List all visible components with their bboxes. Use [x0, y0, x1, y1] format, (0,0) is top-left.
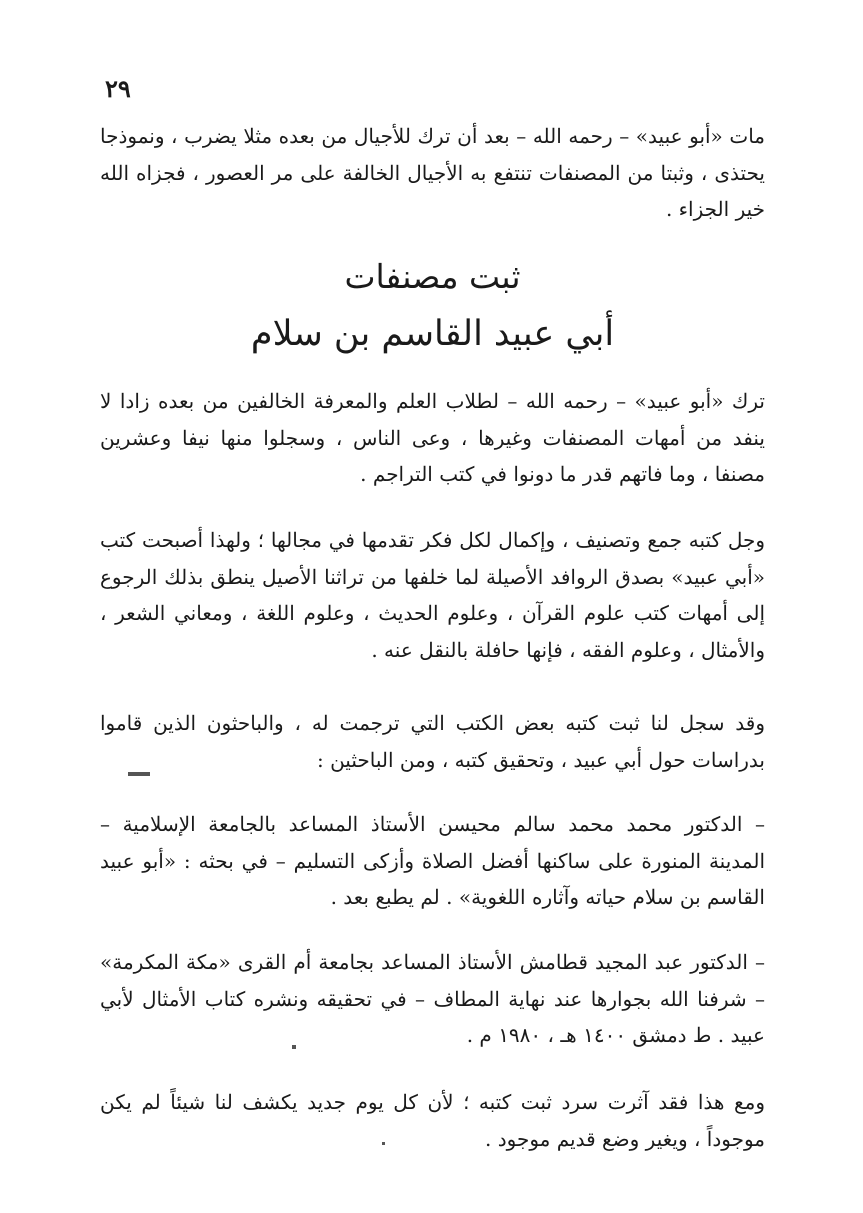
researcher-item-1 — [100, 806, 765, 916]
intro-text: مات «أبو عبيد» – رحمه الله – بعد أن ترك للأجيال من بعده مثلا يضرب ، ونموذجا يحتذى ، وثبتا من المصنفات تنتفع به الأجيال الخالفة على مر العصور ، فجزاه الله خير الجزاء . — [100, 124, 765, 221]
researcher-item-2 — [100, 944, 765, 1054]
paragraph-researchers-intro — [100, 705, 765, 778]
scan-mark — [292, 1045, 296, 1049]
scan-mark — [382, 1142, 385, 1145]
scan-mark — [128, 772, 150, 776]
paragraph-text: ومع هذا فقد آثرت سرد ثبت كتبه ؛ لأن كل يوم جديد يكشف لنا شيئاً لم يكن موجوداً ، ويغير وضع قديم موجود . — [100, 1090, 765, 1151]
paragraph-works-nature — [100, 522, 765, 668]
paragraph-text: ترك «أبو عبيد» – رحمه الله – لطلاب العلم والمعرفة الخالفين من بعده زادا لا ينفد من أمهات المصنفات وغيرها ، وعى الناس ، وسجلوا منها نيفا وعشرين مصنفا ، وما فاتهم قدر ما دونوا في كتب التراجم . — [100, 389, 765, 486]
paragraph-text: وقد سجل لنا ثبت كتبه بعض الكتب التي ترجمت له ، والباحثون الذين قاموا بدراسات حول أبي عبيد ، وتحقيق كتبه ، ومن الباحثين : — [100, 711, 765, 772]
researcher-text: – الدكتور محمد محمد سالم محيسن الأستاذ المساعد بالجامعة الإسلامية – المدينة المنورة على ساكنها أفضل الصلاة وأزكى التسليم – في بحثه : «أبو عبيد القاسم بن سلام حياته وآثاره اللغوية» . لم يطبع بعد . — [100, 812, 765, 909]
researcher-text: – الدكتور عبد المجيد قطامش الأستاذ المساعد بجامعة أم القرى «مكة المكرمة» – شرفنا الله بجوارها عند نهاية المطاف – في تحقيقه ونشره كتاب الأمثال لأبي عبيد . ط دمشق ١٤٠٠ هـ ، ١٩٨٠ م . — [100, 950, 765, 1047]
section-title-line-2: أبي عبيد القاسم بن سلام — [250, 314, 615, 354]
section-title-line-1: ثبت مصنفات — [344, 257, 521, 296]
paragraph-text: وجل كتبه جمع وتصنيف ، وإكمال لكل فكر تقدمها في مجالها ؛ ولهذا أصبحت كتب «أبي عبيد» بصدق الروافد الأصيلة لما خلفها من تراثنا الأصيل ينطق بذلك الرجوع إلى أمهات كتب علوم القرآن ، وعلوم الحديث ، وعلوم اللغة ، ومعاني الشعر ، والأمثال ، وعلوم الفقه ، فإنها حافلة بالنقل عنه . — [100, 528, 765, 662]
intro-paragraph — [100, 118, 765, 228]
closing-paragraph — [100, 1084, 765, 1157]
paragraph-works-legacy — [100, 383, 765, 493]
page-number: ٢٩ — [105, 74, 131, 103]
